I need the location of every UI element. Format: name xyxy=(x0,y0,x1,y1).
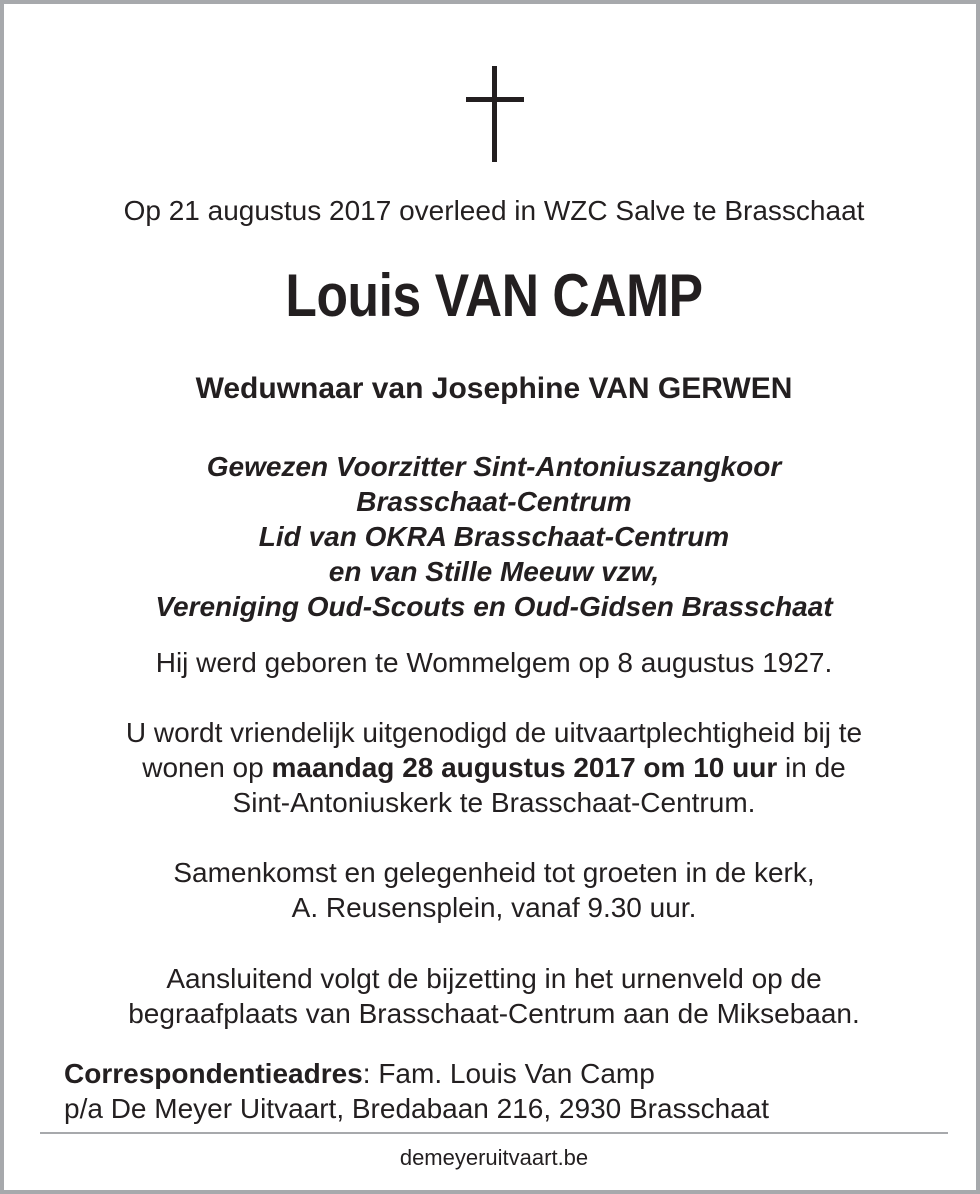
service-line-2-pre: wonen op xyxy=(142,752,272,783)
cross-icon xyxy=(466,66,524,162)
widower-line: Weduwnaar van Josephine VAN GERWEN xyxy=(195,372,793,405)
funeral-service-paragraph xyxy=(4,715,980,820)
roles-list xyxy=(4,449,980,624)
death-notice-intro: Op 21 augustus 2017 overleed in WZC Salve te Brasschaat xyxy=(123,195,865,226)
gathering-line-2: A. Reusensplein, vanaf 9.30 uur. xyxy=(291,892,697,923)
birth-line xyxy=(4,645,980,680)
correspondence-address xyxy=(64,1056,769,1126)
website-link[interactable]: demeyeruitvaart.be xyxy=(399,1145,589,1170)
divider xyxy=(40,1132,948,1134)
service-line-3: Sint-Antoniuskerk te Brasschaat-Centrum. xyxy=(232,787,756,818)
deceased-name: Louis VAN CAMP xyxy=(285,262,703,329)
birth-text: Hij werd geboren te Wommelgem op 8 augustus 1927. xyxy=(155,647,833,678)
role-line: Brasschaat-Centrum xyxy=(356,486,632,517)
address-line-1 xyxy=(64,1056,769,1091)
burial-line-2: begraafplaats van Brasschaat-Centrum aan de Miksebaan. xyxy=(128,998,860,1029)
address-line-2: p/a De Meyer Uitvaart, Bredabaan 216, 2930 Brasschaat xyxy=(64,1093,770,1124)
service-line-2-post: in de xyxy=(777,752,846,783)
role-line: Gewezen Voorzitter Sint-Antoniuszangkoor xyxy=(206,451,782,482)
role-line: en van Stille Meeuw vzw, xyxy=(328,556,660,587)
service-date-time: maandag 28 augustus 2017 om 10 uur xyxy=(271,752,778,783)
burial-paragraph xyxy=(4,961,980,1031)
address-separator: : xyxy=(362,1058,379,1089)
service-line-1: U wordt vriendelijk uitgenodigd de uitvaartplechtigheid bij te xyxy=(125,717,863,748)
burial-line-1: Aansluitend volgt de bijzetting in het urnenveld op de xyxy=(166,963,822,994)
gathering-paragraph xyxy=(4,855,980,925)
address-recipient: Fam. Louis Van Camp xyxy=(378,1058,655,1089)
role-line: Lid van OKRA Brasschaat-Centrum xyxy=(258,521,730,552)
gathering-line-1: Samenkomst en gelegenheid tot groeten in de kerk, xyxy=(173,857,815,888)
address-label: Correspondentieadres xyxy=(64,1058,363,1089)
role-line: Vereniging Oud-Scouts en Oud-Gidsen Brasschaat xyxy=(155,591,833,622)
service-line-2 xyxy=(4,750,980,785)
